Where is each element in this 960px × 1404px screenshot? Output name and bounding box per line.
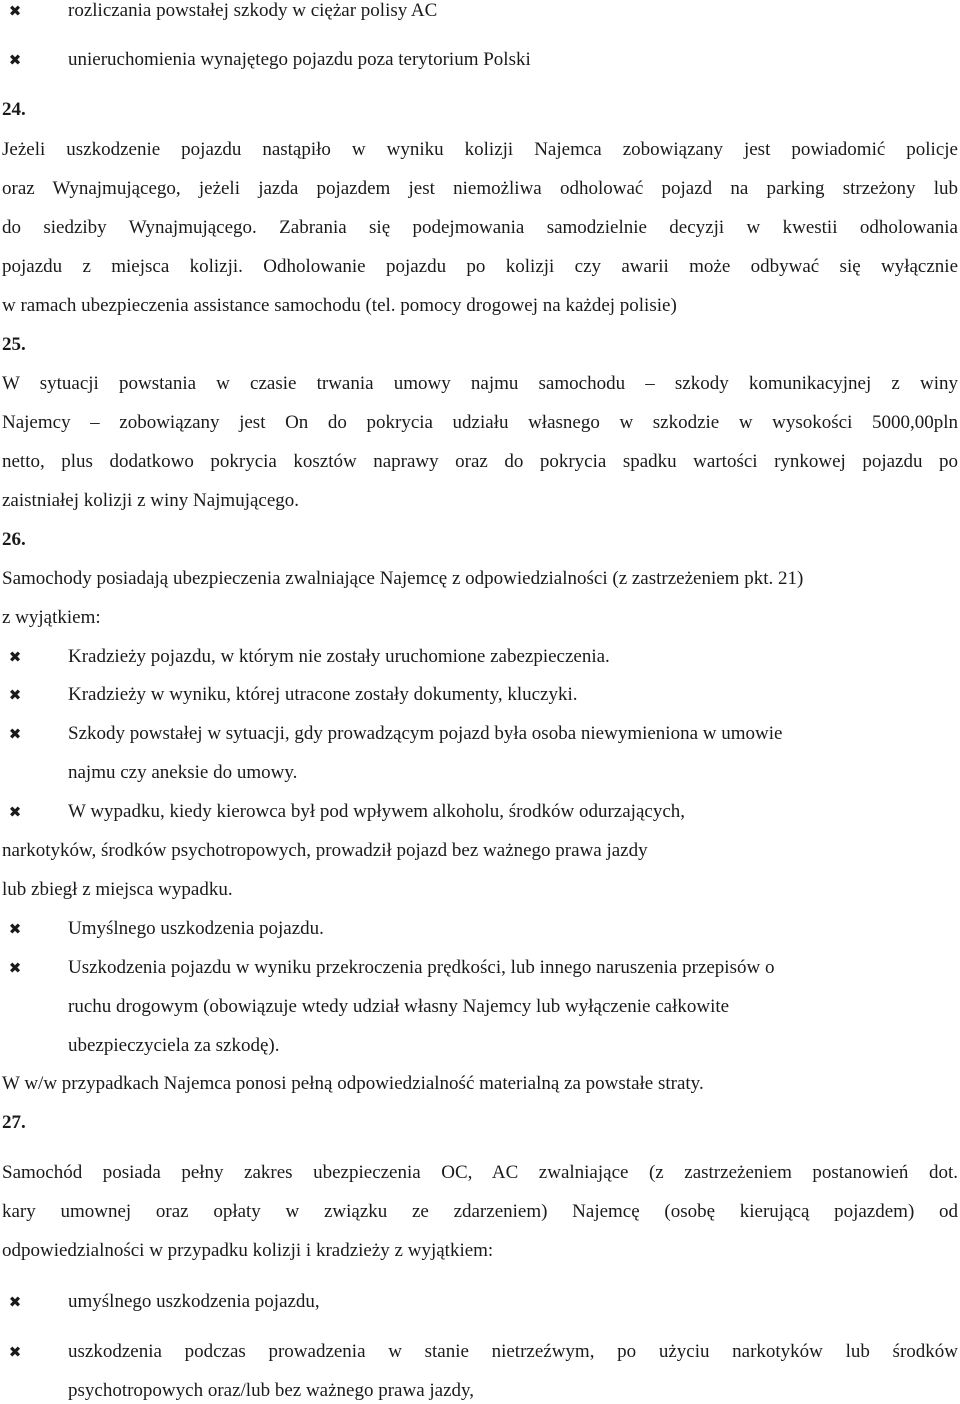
list-item: W wypadku, kiedy kierowca był pod wpływem alkoholu, środków odurzających, <box>68 801 685 822</box>
section-number: 27. <box>2 1112 26 1133</box>
paragraph-line: w ramach ubezpieczenia assistance samochodu (tel. pomocy drogowej na każdej polisie) <box>2 295 677 316</box>
list-item: Szkody powstałej w sytuacji, gdy prowadzącym pojazd była osoba niewymieniona w umowie <box>68 723 783 744</box>
paragraph-line: netto, plus dodatkowo pokrycia kosztów naprawy oraz do pokrycia spadku wartości rynkowej pojazdu po <box>2 451 958 472</box>
list-item: unieruchomienia wynajętego pojazdu poza terytorium Polski <box>68 49 531 70</box>
section-number: 24. <box>2 99 26 120</box>
x-mark-bullet-icon: ✖ <box>8 2 22 20</box>
list-item-continuation: lub zbiegł z miejsca wypadku. <box>2 879 233 900</box>
list-item: Kradzieży w wyniku, której utracone zostały dokumenty, kluczyki. <box>68 684 578 705</box>
x-mark-bullet-icon: ✖ <box>8 648 22 666</box>
paragraph-line: pojazdu z miejsca kolizji. Odholowanie pojazdu po kolizji czy awarii może odbywać się wyłącznie <box>2 256 958 277</box>
x-mark-bullet-icon: ✖ <box>8 803 22 821</box>
list-item-continuation: ruchu drogowym (obowiązuje wtedy udział własny Najemcy lub wyłączenie całkowite <box>68 996 730 1017</box>
x-mark-bullet-icon: ✖ <box>8 920 22 938</box>
list-item-continuation: najmu czy aneksie do umowy. <box>68 762 298 783</box>
paragraph-line: Samochód posiada pełny zakres ubezpieczenia OC, AC zwalniające (z zastrzeżeniem postanowień dot. <box>2 1162 958 1183</box>
x-mark-bullet-icon: ✖ <box>8 51 22 69</box>
paragraph-line: odpowiedzialności w przypadku kolizji i kradzieży z wyjątkiem: <box>2 1240 494 1261</box>
x-mark-bullet-icon: ✖ <box>8 725 22 743</box>
x-mark-bullet-icon: ✖ <box>8 1343 22 1361</box>
paragraph-line: Jeżeli uszkodzenie pojazdu nastąpiło w wyniku kolizji Najemca zobowiązany jest powiadomić policje <box>2 139 958 160</box>
list-item-continuation: psychotropowych oraz/lub bez ważnego prawa jazdy, <box>68 1380 475 1401</box>
section-number: 25. <box>2 334 26 355</box>
section-number: 26. <box>2 529 26 550</box>
paragraph-line: z wyjątkiem: <box>2 607 101 628</box>
list-item: rozliczania powstałej szkody w ciężar polisy AC <box>68 0 438 21</box>
list-item: Uszkodzenia pojazdu w wyniku przekroczenia prędkości, lub innego naruszenia przepisów o <box>68 957 775 978</box>
x-mark-bullet-icon: ✖ <box>8 686 22 704</box>
x-mark-bullet-icon: ✖ <box>8 1293 22 1311</box>
list-item: Umyślnego uszkodzenia pojazdu. <box>68 918 324 939</box>
list-item-continuation: ubezpieczyciela za szkodę). <box>68 1035 280 1056</box>
paragraph-line: W sytuacji powstania w czasie trwania umowy najmu samochodu – szkody komunikacyjnej z winy <box>2 373 958 394</box>
paragraph-line: zaistniałej kolizji z winy Najmującego. <box>2 490 300 511</box>
paragraph-line: oraz Wynajmującego, jeżeli jazda pojazdem jest niemożliwa odholować pojazd na parking strzeżony lub <box>2 178 958 199</box>
paragraph-line: Samochody posiadają ubezpieczenia zwalniające Najemcę z odpowiedzialności (z zastrzeżeniem pkt. 21) <box>2 568 804 589</box>
x-mark-bullet-icon: ✖ <box>8 959 22 977</box>
paragraph-line: Najemcy – zobowiązany jest On do pokrycia udziału własnego w szkodzie w wysokości 5000,00pln <box>2 412 958 433</box>
list-item: umyślnego uszkodzenia pojazdu, <box>68 1291 320 1312</box>
list-item: uszkodzenia podczas prowadzenia w stanie nietrzeźwym, po użyciu narkotyków lub środków <box>68 1341 958 1362</box>
paragraph-line: kary umownej oraz opłaty w związku ze zdarzeniem) Najemcę (osobę kierującą pojazdem) od <box>2 1201 958 1222</box>
paragraph-line: do siedziby Wynajmującego. Zabrania się podejmowania samodzielnie decyzji w kwestii odholowania <box>2 217 958 238</box>
list-item-continuation: narkotyków, środków psychotropowych, prowadził pojazd bez ważnego prawa jazdy <box>2 840 648 861</box>
list-item: Kradzieży pojazdu, w którym nie zostały uruchomione zabezpieczenia. <box>68 646 610 667</box>
paragraph-line: W w/w przypadkach Najemca ponosi pełną odpowiedzialność materialną za powstałe straty. <box>2 1073 704 1094</box>
